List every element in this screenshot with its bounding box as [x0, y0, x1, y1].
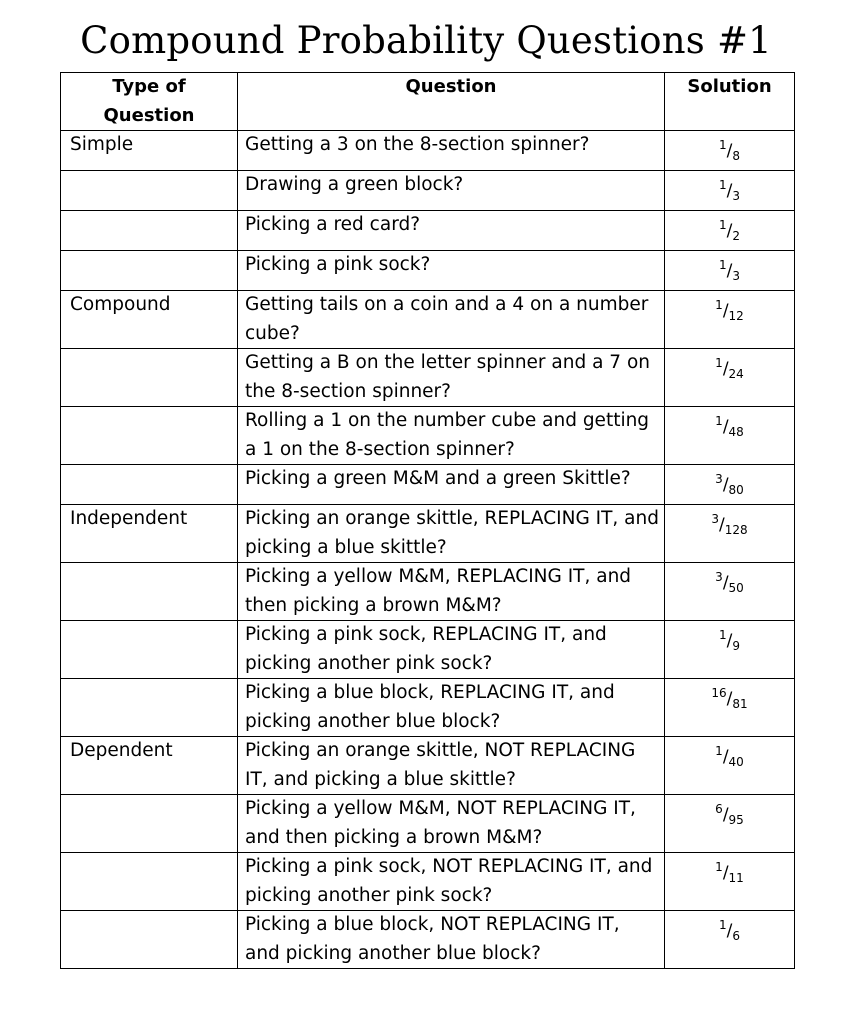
- header-row: [61, 73, 795, 131]
- table-row: [61, 737, 795, 795]
- question-cell: Picking a green M&M and a green Skittle?: [238, 465, 665, 505]
- fraction-numerator: 1: [715, 860, 723, 874]
- solution-cell: [665, 679, 795, 737]
- type-cell: [61, 349, 238, 407]
- solution-cell: [665, 737, 795, 795]
- fraction-denominator: 24: [728, 367, 744, 381]
- fraction-denominator: 48: [728, 425, 744, 439]
- solution-cell: [665, 465, 795, 505]
- question-cell: Picking a red card?: [238, 211, 665, 251]
- fraction-slash: /: [726, 261, 733, 281]
- solution-cell: [665, 563, 795, 621]
- type-cell: Independent: [61, 505, 238, 563]
- solution-fraction: [719, 621, 740, 660]
- solution-cell: [665, 349, 795, 407]
- solution-fraction: [719, 251, 740, 290]
- fraction-slash: /: [719, 515, 725, 535]
- table-row: [61, 291, 795, 349]
- solution-cell: [665, 795, 795, 853]
- solution-fraction: [715, 563, 744, 602]
- fraction-numerator: 1: [718, 918, 727, 932]
- fraction-denominator: 128: [724, 523, 748, 537]
- type-cell: [61, 251, 238, 291]
- solution-cell: [665, 505, 795, 563]
- table-row: [61, 795, 795, 853]
- table-row: [61, 679, 795, 737]
- question-cell: Getting a B on the letter spinner and a 7 on the 8-section spinner?: [238, 349, 665, 407]
- table-row: [61, 407, 795, 465]
- solution-cell: [665, 211, 795, 251]
- solution-cell: [665, 131, 795, 171]
- question-cell: Getting a 3 on the 8-section spinner?: [238, 131, 665, 171]
- fraction-slash: /: [722, 805, 729, 825]
- solution-fraction: [715, 737, 744, 776]
- table-row: [61, 621, 795, 679]
- fraction-slash: /: [726, 921, 733, 941]
- question-cell: Picking an orange skittle, NOT REPLACING IT, and picking a blue skittle?: [238, 737, 665, 795]
- type-cell: [61, 853, 238, 911]
- fraction-denominator: 6: [732, 929, 740, 943]
- type-cell: [61, 407, 238, 465]
- table-row: [61, 505, 795, 563]
- solution-cell: [665, 291, 795, 349]
- fraction-numerator: 3: [715, 472, 723, 486]
- fraction-denominator: 8: [732, 149, 740, 163]
- fraction-slash: /: [722, 475, 729, 495]
- fraction-numerator: 1: [718, 218, 727, 232]
- solution-fraction: [711, 679, 747, 718]
- fraction-slash: /: [726, 221, 733, 241]
- solution-fraction: [719, 911, 740, 950]
- question-cell: Drawing a green block?: [238, 171, 665, 211]
- fraction-denominator: 11: [728, 871, 744, 885]
- question-cell: Picking a yellow M&M, NOT REPLACING IT, and then picking a brown M&M?: [238, 795, 665, 853]
- question-cell: Picking a blue block, NOT REPLACING IT, and picking another blue block?: [238, 911, 665, 969]
- fraction-denominator: 81: [732, 697, 748, 711]
- fraction-numerator: 1: [715, 744, 723, 758]
- fraction-denominator: 50: [728, 581, 744, 595]
- question-cell: Rolling a 1 on the number cube and getting a 1 on the 8-section spinner?: [238, 407, 665, 465]
- type-cell: [61, 911, 238, 969]
- solution-fraction: [715, 291, 744, 330]
- solution-cell: [665, 407, 795, 465]
- solution-cell: [665, 853, 795, 911]
- page-title: Compound Probability Questions #1: [80, 19, 772, 62]
- table-row: [61, 171, 795, 211]
- table-row: [61, 131, 795, 171]
- fraction-numerator: 1: [718, 178, 727, 192]
- question-cell: Picking a yellow M&M, REPLACING IT, and then picking a brown M&M?: [238, 563, 665, 621]
- solution-cell: [665, 621, 795, 679]
- solution-fraction: [715, 853, 744, 892]
- fraction-slash: /: [722, 301, 729, 321]
- fraction-numerator: 1: [718, 628, 727, 642]
- question-cell: Picking a pink sock, NOT REPLACING IT, and picking another pink sock?: [238, 853, 665, 911]
- fraction-denominator: 9: [732, 639, 740, 653]
- fraction-denominator: 12: [728, 309, 744, 323]
- table-row: [61, 563, 795, 621]
- solution-cell: [665, 251, 795, 291]
- fraction-denominator: 2: [732, 229, 740, 243]
- solution-fraction: [719, 211, 740, 250]
- fraction-numerator: 1: [715, 298, 723, 312]
- type-cell: [61, 621, 238, 679]
- fraction-numerator: 1: [718, 258, 727, 272]
- fraction-numerator: 3: [715, 570, 723, 584]
- solution-fraction: [715, 465, 744, 504]
- probability-table: [60, 72, 795, 969]
- question-cell: Picking a blue block, REPLACING IT, and picking another blue block?: [238, 679, 665, 737]
- question-cell: Picking a pink sock, REPLACING IT, and picking another pink sock?: [238, 621, 665, 679]
- fraction-slash: /: [722, 863, 729, 883]
- fraction-slash: /: [726, 181, 733, 201]
- fraction-numerator: 1: [718, 138, 727, 152]
- fraction-slash: /: [722, 573, 729, 593]
- type-cell: Simple: [61, 131, 238, 171]
- type-cell: Dependent: [61, 737, 238, 795]
- fraction-denominator: 80: [728, 483, 744, 497]
- solution-cell: [665, 171, 795, 211]
- fraction-numerator: 3: [711, 512, 719, 526]
- fraction-numerator: 1: [715, 356, 723, 370]
- type-cell: [61, 171, 238, 211]
- solution-fraction: [711, 505, 747, 544]
- solution-fraction: [719, 131, 740, 170]
- solution-fraction: [715, 795, 744, 834]
- header-question: Question: [238, 73, 665, 131]
- fraction-denominator: 95: [728, 813, 744, 827]
- table-row: [61, 349, 795, 407]
- solution-fraction: [719, 171, 740, 210]
- table-row: [61, 211, 795, 251]
- type-cell: Compound: [61, 291, 238, 349]
- header-solution: Solution: [665, 73, 795, 131]
- question-cell: Picking an orange skittle, REPLACING IT, and picking a blue skittle?: [238, 505, 665, 563]
- type-cell: [61, 211, 238, 251]
- solution-fraction: [715, 407, 744, 446]
- table-body: [61, 131, 795, 969]
- type-cell: [61, 563, 238, 621]
- fraction-slash: /: [726, 141, 733, 161]
- solution-fraction: [715, 349, 744, 388]
- table-row: [61, 251, 795, 291]
- fraction-numerator: 16: [711, 686, 727, 700]
- question-cell: Getting tails on a coin and a 4 on a number cube?: [238, 291, 665, 349]
- fraction-numerator: 1: [715, 414, 723, 428]
- solution-cell: [665, 911, 795, 969]
- fraction-denominator: 3: [732, 269, 740, 283]
- table-row: [61, 465, 795, 505]
- fraction-slash: /: [722, 747, 729, 767]
- type-cell: [61, 795, 238, 853]
- type-cell: [61, 679, 238, 737]
- fraction-denominator: 3: [732, 189, 740, 203]
- header-type-of-question: Type of Question: [61, 73, 238, 131]
- fraction-numerator: 6: [715, 802, 723, 816]
- table-row: [61, 853, 795, 911]
- fraction-slash: /: [722, 417, 729, 437]
- table-row: [61, 911, 795, 969]
- type-cell: [61, 465, 238, 505]
- fraction-denominator: 40: [728, 755, 744, 769]
- fraction-slash: /: [722, 359, 729, 379]
- question-cell: Picking a pink sock?: [238, 251, 665, 291]
- fraction-slash: /: [726, 689, 733, 709]
- fraction-slash: /: [726, 631, 733, 651]
